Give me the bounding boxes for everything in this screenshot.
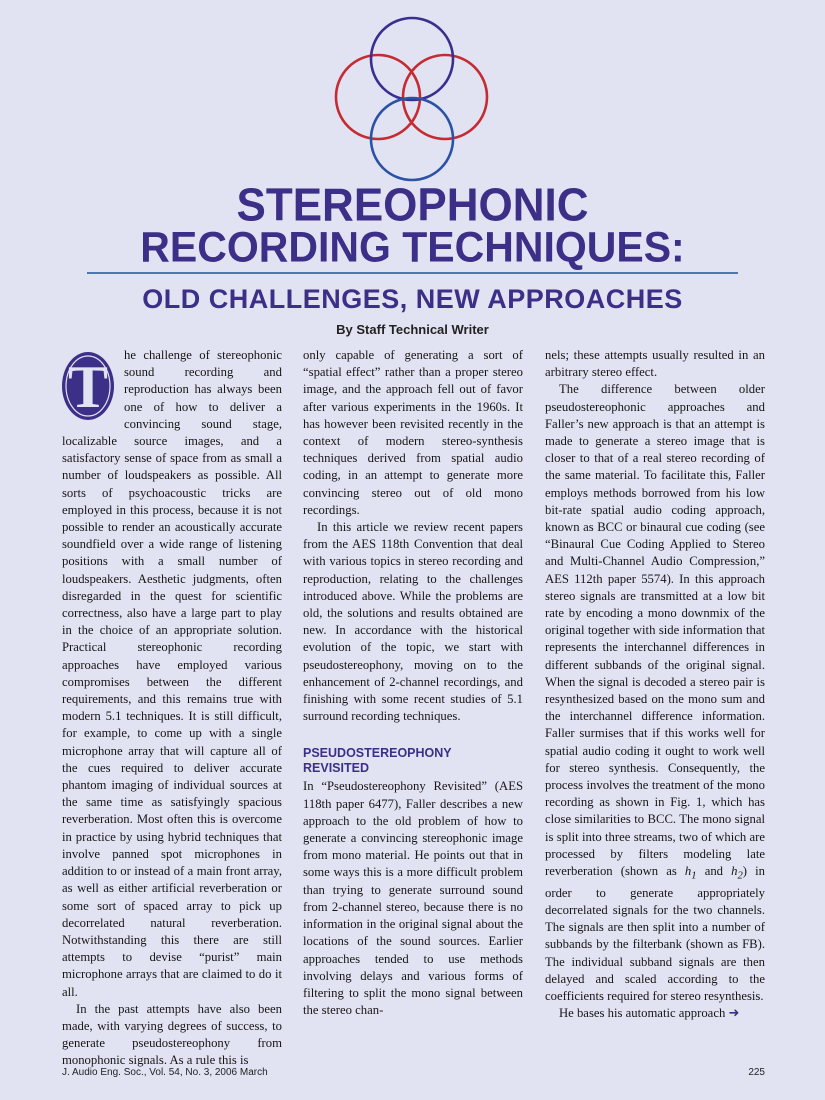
paragraph xyxy=(545,381,765,1005)
paragraph-text: The difference between older pseudostereophonic approaches and Faller’s new approach is that an attempt is made to generate a stereo image that is closer to that of a real stereo recording of the same material. To facilitate this, Faller employs methods borrowed from his low bit-rate spatial audio coding approach, known as BCC or binaural cue coding (see “Binaural Cue Coding Applied to Stereo and Multi-Channel Audio Compression,” AES 112th paper 5574). In this approach stereo signals are transmitted at a low bit rate by encoding a mono downmix of the original together with side information that represents the interchannel differences in different subbands of the original signal. When the signal is decoded a stereo pair is resynthesized based on the mono sum and the interchannel difference information. Faller surmises that if this works well for spatial audio coding it ought to work well for stereo synthesis. Consequently, the process involves the treatment of the mono recording as shown in Fig. 1, which has close similarities to BCC. The mono signal is split into three streams, two of which are processed by filters modeling late reverberation (shown as xyxy=(545,382,765,879)
dropcap xyxy=(60,350,116,422)
byline: By Staff Technical Writer xyxy=(336,322,489,337)
section-heading xyxy=(303,746,523,776)
paragraph: he challenge of stereophonic sound recording and reproduction has always been one of how to deliver a convincing sound stage, localizable source images, and a satisfactory sense of space from as small a number of loudspeakers as possible. All sorts of psychoacoustic tricks are employed in this process, because it is not possible to render an acoustically accurate soundfield over a wide range of listening positions with a small number of loudspeakers. Aesthetic judgments, often disregarded in the quest for scientific correctness, also have a large part to play in the choice of an appropriate solution. Practical stereophonic recording approaches have employed various compromises between the different requirements, and this remains true with modern 5.1 techniques. It is still difficult, for example, to come up with a single microphone array that will capture all of the cues required to deliver accurate phantom imaging of individual sources at the same time as satisfyingly spacious reverberation. Most often this is overcome in practice by using hybrid techniques that involve panned spot microphones in addition to or instead of a main front array, as well as either artificial reverberation or some sort of spaced array to pick up decorrelated natural reverberation. Notwithstanding this there are still attempts to devise “purist” main microphone arrays that are claimed to do it all. xyxy=(62,348,282,999)
column-1 xyxy=(62,347,282,1068)
paragraph: In this article we review recent papers from the AES 118th Convention that deal with various topics in stereo recording and reproduction, relating to the challenges introduced above. While the problems are old, the solutions and results obtained are new. In accordance with the historical evolution of the topic, we start with pseudostereophony, moving on to the enhancement of 2-channel recordings, and finishing with some recent studies of 5.1 surround recording techniques. xyxy=(303,520,523,724)
section-heading-line-1: PSEUDOSTEREOPHONY xyxy=(303,746,452,761)
title-line-1: STEREOPHONIC xyxy=(236,179,589,232)
continue-arrow-icon: ➜ xyxy=(728,1006,740,1022)
paragraph: He bases his automatic approach ➜ xyxy=(559,1006,740,1022)
column-2 xyxy=(303,347,523,1057)
paragraph: In “Pseudostereophony Revisited” (AES 118th paper 6477), Faller describes a new approach to the old problem of how to generate a convincing stereophonic image from mono material. He points out that in some ways this is a more difficult problem than trying to generate surround sound from 2-channel stereo, because there is no information in the original signal about the locations of the sound sources. Earlier approaches tended to use methods involving delays and various forms of filtering to split the mono signal between the stereo chan- xyxy=(303,779,523,1018)
dropcap-letter: T xyxy=(67,354,109,420)
column-3 xyxy=(545,347,765,1057)
paragraph: In the past attempts have also been made, with varying degrees of success, to generate pseudostereophony from monophonic signals. As a rule this is xyxy=(62,1001,282,1068)
logo-ring-top xyxy=(371,18,453,100)
filter-h2: $h_2$ xyxy=(731,864,743,882)
paragraph: nels; these attempts usually resulted in an arbitrary stereo effect. xyxy=(545,348,765,380)
paragraph: only capable of generating a sort of “spatial effect” rather than a proper stereo image, and the approach fell out of favor after various experiments in the 1960s. It has however been revisited recently in the context of modern stereo-synthesis techniques derived from spatial audio coding, in an attempt to generate more convincing stereo out of old mono recordings. xyxy=(303,348,523,517)
title-line-2: RECORDING TECHNIQUES: xyxy=(140,222,685,272)
title-rule xyxy=(87,272,738,274)
aes-rings-logo xyxy=(0,0,825,190)
paragraph-text: ) in order to generate appropriately decorrelated signals for the two channels. The signals are then split into a number of subbands by the filterbank (shown as FB). The individual subband signals are then delayed and scaled according to the coefficients required for stereo resynthesis. xyxy=(545,864,765,1004)
and-text: and xyxy=(704,864,724,879)
filter-h1: $h_1$ xyxy=(684,864,697,882)
subtitle: OLD CHALLENGES, NEW APPROACHES xyxy=(142,284,683,314)
footer-citation: J. Audio Eng. Soc., Vol. 54, No. 3, 2006 March xyxy=(62,1067,268,1078)
section-heading-line-2: REVISITED xyxy=(303,761,369,776)
page-number: 225 xyxy=(748,1067,765,1078)
